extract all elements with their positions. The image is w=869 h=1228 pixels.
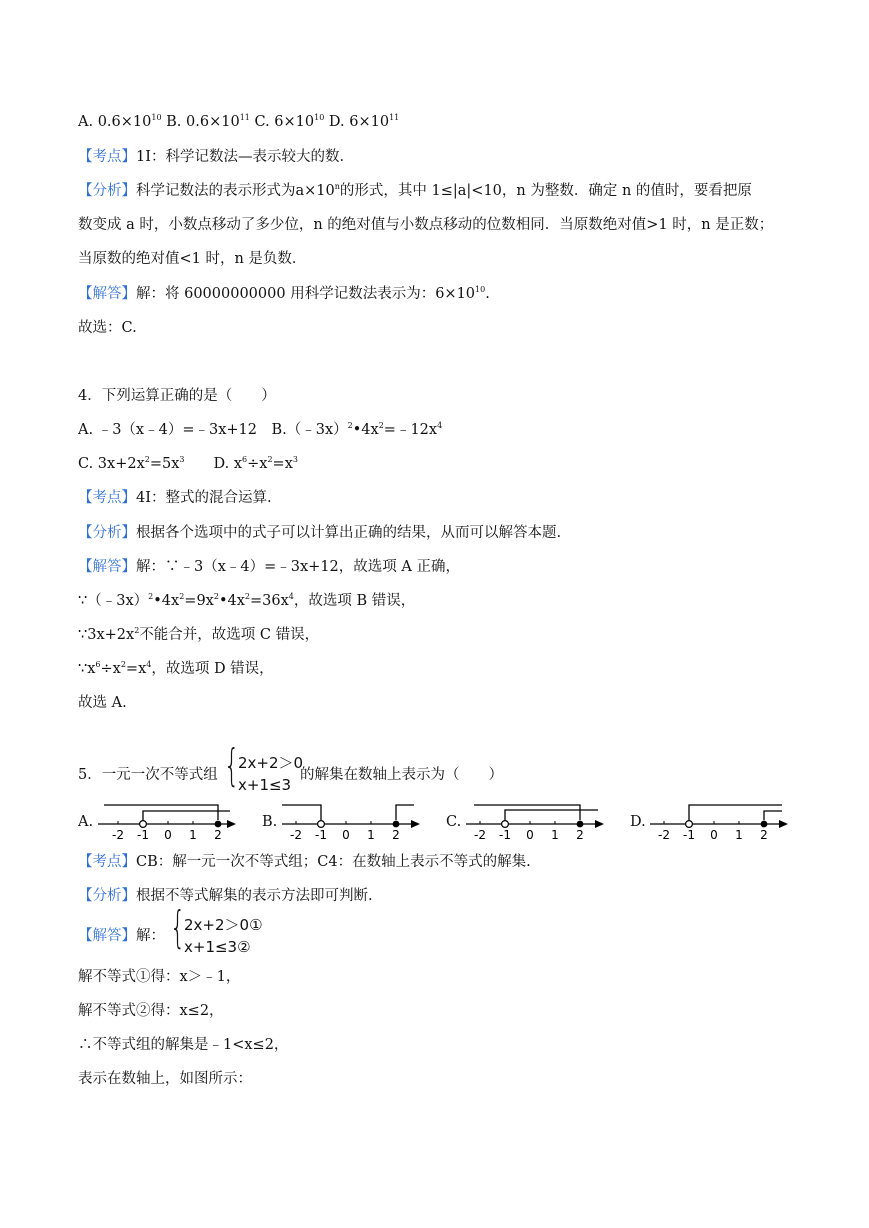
tick-label: -1 (499, 828, 511, 842)
q4-step3: $\because 3x+2x^2$不能合并，故选项 C 错误， (78, 626, 320, 643)
q3-jieda: 【解答】解：将 60000000000 用科学记数法表示为：$6\times 10^{10}$. (78, 285, 490, 302)
q5-fenxi: 【分析】根据不等式解集的表示方法即可判断. (78, 888, 373, 904)
number-line-b (280, 798, 430, 842)
q3-fenxi-line1: 【分析】科学记数法的表示形式为$a\times 10^n$的形式，其中 1≤|a|<10，n 为整数．确定 n 的值时，要看把原 (78, 182, 752, 199)
tick-label: 1 (367, 828, 375, 842)
tick-label: -2 (658, 828, 670, 842)
system-line-1: 2x+2＞0① (184, 916, 263, 934)
q5-stem-a: 5．一元一次不等式组 (78, 767, 218, 783)
q5-step3: ∴不等式组的解集是﹣1<x≤2， (78, 1037, 289, 1053)
kaodian-tag: 【考点】 (78, 854, 136, 870)
q4-step2: $\because(﹣3x)^2•4x^2=9x^2•4x^2=36x^4$，故选项 B 错误， (78, 592, 416, 609)
q4-options-ab: A. ﹣3（x﹣4）=﹣3x+12 $B.(﹣3x)^2•4x^2=﹣12x^4$ (78, 421, 443, 438)
tick-label: 1 (189, 828, 197, 842)
jieda-tag: 【解答】 (78, 286, 136, 302)
fenxi-tag: 【分析】 (78, 525, 136, 541)
tick-label: 1 (735, 828, 743, 842)
tick-label: 2 (576, 828, 584, 842)
q4-options-cd: C. $3x+2x^2=5x^3$ D. $x^6\div x^2=x^3$ (78, 455, 298, 472)
q3-choice: 故选：C. (78, 320, 137, 336)
q3-kaodian: 【考点】1I：科学记数法—表示较大的数. (78, 149, 345, 165)
q3-fenxi-line3: 当原数的绝对值<1 时，n 是负数． (78, 251, 307, 267)
q4-kaodian: 【考点】4I：整式的混合运算. (78, 490, 272, 506)
tick-label: 0 (164, 828, 172, 842)
tick-label: -2 (112, 828, 124, 842)
q5-stem-b: 的解集在数轴上表示为（ ） (300, 767, 503, 783)
q4-jieda: 【解答】解：∵﹣3（x﹣4）=﹣3x+12，故选项 A 正确， (78, 559, 460, 575)
q5-inequality-system-numbered (170, 902, 280, 962)
q5-step2: 解不等式②得：x≤2， (78, 1003, 224, 1019)
tick-label: 0 (342, 828, 350, 842)
q4-stem: 4．下列运算正确的是（ ） (78, 388, 276, 404)
tick-label: 2 (392, 828, 400, 842)
q5-jieda: 【解答】解： (78, 928, 165, 944)
q5-step1: 解不等式①得：x＞﹣1， (78, 969, 241, 985)
q5-inequality-system (224, 740, 304, 800)
q5-step4: 表示在数轴上，如图所示： (78, 1071, 252, 1087)
tick-label: 2 (760, 828, 768, 842)
tick-label: -1 (137, 828, 149, 842)
option-b-label: B. (262, 814, 278, 830)
kaodian-tag: 【考点】 (78, 490, 136, 506)
q4-fenxi: 【分析】根据各个选项中的式子可以计算出正确的结果，从而可以解答本题. (78, 525, 562, 541)
kaodian-tag: 【考点】 (78, 149, 136, 165)
fenxi-tag: 【分析】 (78, 888, 136, 904)
option-a-label: A. (78, 814, 94, 830)
tick-label: 0 (526, 828, 534, 842)
left-brace: { (224, 740, 240, 791)
tick-label: -1 (683, 828, 695, 842)
system-line-2: x+1≤3 (238, 776, 292, 794)
system-line-1: 2x+2＞0 (238, 754, 304, 772)
number-line-a (96, 798, 246, 842)
fenxi-tag: 【分析】 (78, 183, 136, 199)
tick-label: -2 (290, 828, 302, 842)
tick-label: 0 (710, 828, 718, 842)
jieda-tag: 【解答】 (78, 928, 136, 944)
system-line-2: x+1≤3② (184, 938, 251, 956)
tick-label: 2 (214, 828, 222, 842)
q4-choice: 故选 A. (78, 695, 127, 711)
tick-label: 1 (551, 828, 559, 842)
q3-options: A. $0.6\times 10^{10}$ B. $0.6\times 10^{11}$ C. $6\times 10^{10}$ D. $6\times 10^{11}$ (78, 113, 400, 130)
number-line-d (648, 798, 798, 842)
tick-label: -2 (474, 828, 486, 842)
number-line-c (464, 798, 614, 842)
left-brace: { (170, 902, 186, 953)
option-c-label: C. (446, 814, 462, 830)
q3-fenxi-line2: 数变成 a 时，小数点移动了多少位，n 的绝对值与小数点移动的位数相同．当原数绝对值>1 时，n 是正数； (78, 217, 774, 233)
q5-kaodian: 【考点】CB：解一元一次不等式组；C4：在数轴上表示不等式的解集. (78, 854, 531, 870)
q4-step4: $\because x^6\div x^2=x^4$，故选项 D 错误， (78, 660, 274, 677)
tick-label: -1 (315, 828, 327, 842)
option-d-label: D. (630, 814, 646, 830)
jieda-tag: 【解答】 (78, 559, 136, 575)
